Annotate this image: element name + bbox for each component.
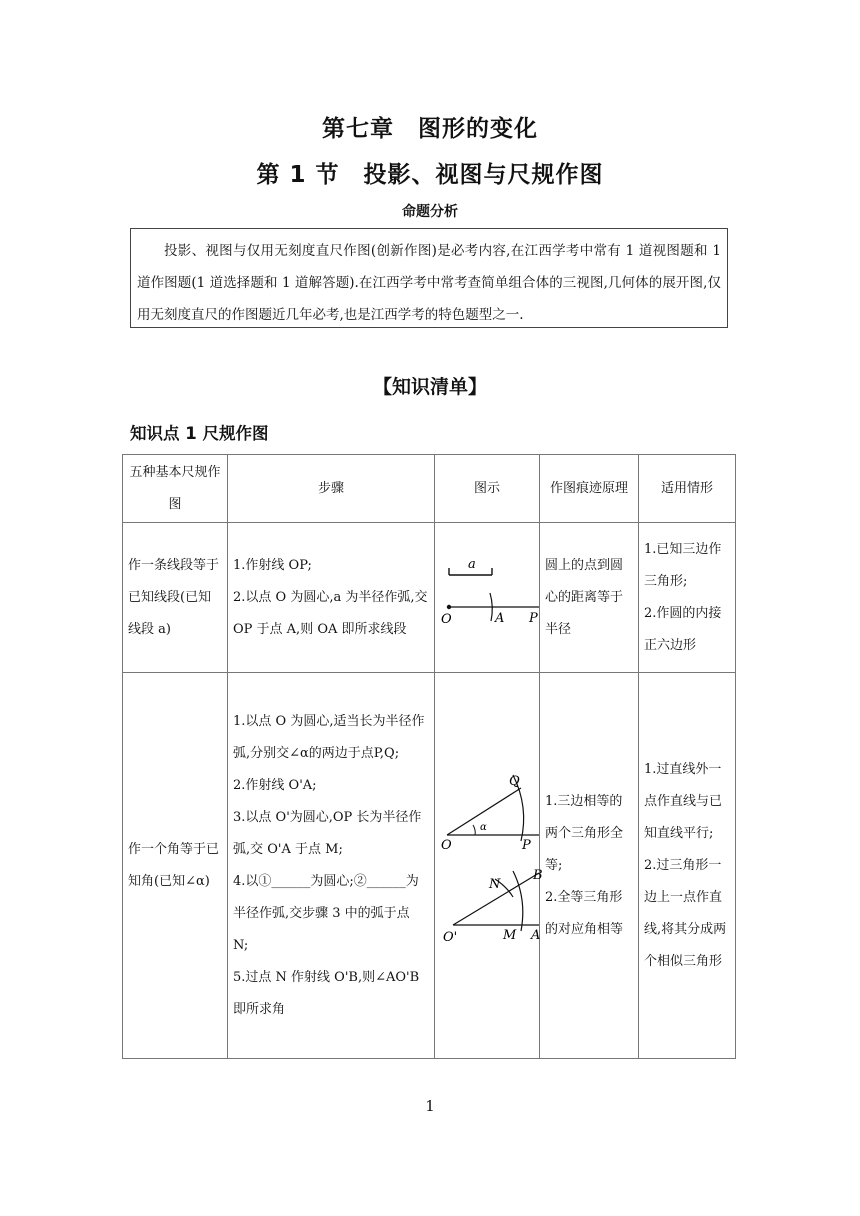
figure-label: P — [522, 838, 531, 853]
angle-construction-figure — [435, 673, 543, 1045]
table-row — [123, 523, 736, 673]
figure-label: A — [495, 611, 505, 626]
steps-cell — [228, 673, 435, 1059]
figure-label: O' — [443, 930, 458, 945]
principle-cell — [540, 673, 639, 1059]
segment-construction-figure — [435, 523, 539, 659]
figure-label: O — [441, 838, 452, 853]
knowledge-heading: 【知识清单】 — [372, 376, 487, 398]
construction-name: 作一条线段等于已知线段(已知线段 a) — [123, 523, 228, 673]
principle-cell: 圆上的点到圆心的距离等于半径 — [540, 523, 639, 673]
figure-label: P — [529, 611, 538, 626]
figure-label: B — [533, 868, 543, 883]
figure-cell — [435, 673, 543, 1059]
figure-label: Q — [509, 774, 520, 789]
page-number: 1 — [425, 1097, 435, 1115]
construction-table — [122, 454, 736, 1059]
step-text: 1.作射线 OP; — [233, 557, 312, 573]
step-text: 4.以①______为圆心;②______为半径作弧,交步骤 3 中的弧于点 N; — [233, 873, 419, 953]
usage-text: 2.作圆的内接正六边形 — [644, 605, 722, 653]
figure-label: M — [503, 928, 517, 943]
header-cell: 适用情形 — [639, 455, 736, 523]
usage-text: 2.过三角形一边上一点作直线,将其分成两个相似三角形 — [644, 857, 727, 969]
table-row — [123, 673, 736, 1059]
figure-label: α — [480, 822, 487, 833]
step-text: 1.以点 O 为圆心,适当长为半径作弧,分别交∠α的两边于点P,Q; — [233, 713, 425, 761]
figure-label: A — [531, 928, 541, 943]
figure-label: a — [468, 557, 476, 572]
usage-cell — [639, 673, 736, 1059]
header-cell: 图示 — [435, 455, 540, 523]
header-cell: 五种基本尺规作图 — [123, 455, 228, 523]
usage-cell — [639, 523, 736, 673]
figure-cell — [435, 523, 540, 673]
table-header-row — [123, 455, 736, 523]
step-text: 5.过点 N 作射线 O'B,则∠AO'B 即所求角 — [233, 969, 420, 1017]
chapter-title: 第七章 图形的变化 — [322, 116, 538, 142]
header-cell: 作图痕迹原理 — [540, 455, 639, 523]
figure-label: O — [441, 612, 452, 627]
knowledge-point-heading: 知识点 1 尺规作图 — [130, 424, 269, 443]
usage-text: 1.已知三边作三角形; — [644, 541, 722, 589]
step-text: 2.作射线 O'A; — [233, 777, 317, 793]
usage-text: 1.过直线外一点作直线与已知直线平行; — [644, 761, 723, 841]
principle-text: 1.三边相等的两个三角形全等; — [545, 793, 624, 873]
header-cell: 步骤 — [228, 455, 435, 523]
steps-cell — [228, 523, 435, 673]
analysis-box — [130, 228, 728, 328]
construction-name: 作一个角等于已知角(已知∠α) — [123, 673, 228, 1059]
figure-label: N — [489, 877, 501, 892]
step-text: 2.以点 O 为圆心,a 为半径作弧,交 OP 于点 A,则 OA 即所求线段 — [233, 589, 428, 637]
principle-text: 2.全等三角形的对应角相等 — [545, 889, 624, 937]
analysis-text: 投影、视图与仅用无刻度直尺作图(创新作图)是必考内容,在江西学考中常有 1 道视图题和 1 道作图题(1 道选择题和 1 道解答题).在江西学考中常考查简单组合体的三视图,几何体的展开图,仅用无刻度直尺的作图题近几年必考,也是江西学考的特色题型之一. — [137, 243, 721, 323]
section-title: 第 1 节 投影、视图与尺规作图 — [256, 162, 604, 188]
step-text: 3.以点 O'为圆心,OP 长为半径作弧,交 O'A 于点 M; — [233, 809, 422, 857]
analysis-heading: 命题分析 — [402, 204, 458, 220]
